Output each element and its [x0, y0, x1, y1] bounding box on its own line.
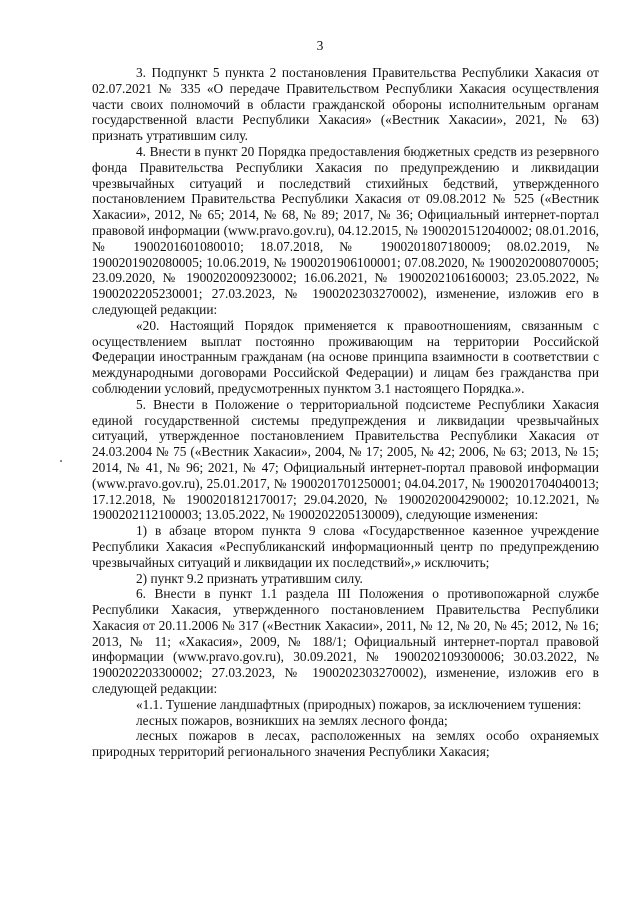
paragraph-item-4: 4. Внести в пункт 20 Порядка предоставления бюджетных средств из резервного фонда Правительства Республики Хакасия по предупреждению и ликвидации чрезвычайных ситуаций и последствий стихийных бедствий, утвержденного постановлением Правительства Республики Хакасия от 09.08.2012 № 525 («Вестник Хакасии», 2012, № 65; 2014, № 68, № 89; 2017, № 36; Официальный интернет-портал правовой информации (www.pravo.gov.ru), 04.12.2015, № 1900201512040002; 08.01.2016, № 1900201601080010; 18.07.2018, № 1900201807180009; 08.02.2019, № 1900201902080005; 10.06.2019, № 1900201906100001; 07.08.2020, № 1900202008070005; 23.09.2020, № 1900202009230002; 16.06.2021, № 1900202106160003; 23.05.2022, № 1900202205230001; 27.03.2023, № 1900202303270002), изменение, изложив его в следующей редакции:: [92, 143, 599, 317]
paragraph-protected-area-fires: лесных пожаров в лесах, расположенных на землях особо охраняемых природных территорий регионального значения Республики Хакасия;: [92, 728, 599, 760]
document-body: [92, 65, 599, 760]
paragraph-quoted-20: «20. Настоящий Порядок применяется к правоотношениям, связанным с осуществлением выплат постоянно проживающим на территории Российской Федерации иностранным гражданам (на основе принципа взаимности в соответствии с международными договорами Российской Федерации) и лицам без гражданства при соблюдении условий, предусмотренных пунктом 3.1 настоящего Порядка.».: [92, 317, 599, 396]
paragraph-item-6: 6. Внести в пункт 1.1 раздела III Положения о противопожарной службе Республики Хакасия, утвержденного постановлением Правительства Республики Хакасия от 20.11.2006 № 317 («Вестник Хакасии», 2011, № 12, № 20, № 45; 2012, № 16; 2013, № 11; «Хакасия», 2009, № 188/1; Официальный интернет-портал правовой информации (www.pravo.gov.ru), 30.09.2021, № 1900202109300006; 30.03.2022, № 1900202203300002; 27.03.2023, № 1900202303270002), изменение, изложив его в следующей редакции:: [92, 586, 599, 697]
paragraph-forest-fund-fires: лесных пожаров, возникших на землях лесного фонда;: [136, 712, 448, 728]
paragraph-item-3: 3. Подпункт 5 пункта 2 постановления Правительства Республики Хакасия от 02.07.2021 № 335 «О передаче Правительством Республики Хакасия осуществления части своих полномочий в области гражданской обороны исполнительным органам государственной власти Республики Хакасия» («Вестник Хакасии», 2021, № 63) признать утратившим силу.: [92, 65, 599, 144]
paragraph-item-5: 5. Внести в Положение о территориальной подсистеме Республики Хакасия единой государственной системы предупреждения и ликвидации чрезвычайных ситуаций, утвержденное постановлением Правительства Республики Хакасия от 24.03.2004 № 75 («Вестник Хакасии», 2004, № 17; 2005, № 42; 2006, № 63; 2013, № 15; 2014, № 41, № 96; 2021, № 47; Официальный интернет-портал правовой информации (www.pravo.gov.ru), 25.01.2017, № 1900201701250001; 04.04.2017, № 1900201704040013; 17.12.2018, № 1900201812170017; 29.04.2020, № 1900202004290002; 10.12.2021, № 1900202112100003; 13.05.2022, № 1900202205130009), следующие изменения:: [92, 396, 599, 523]
page-number: 3: [316, 38, 324, 53]
paragraph-subitem-1: 1) в абзаце втором пункта 9 слова «Государственное казенное учреждение Республики Хакасия «Республиканский информационный центр по предупреждению чрезвычайных ситуаций и ликвидации их последствий»,» исключить;: [92, 523, 599, 570]
scan-margin-dot: [60, 460, 62, 462]
paragraph-quoted-1-1: «1.1. Тушение ландшафтных (природных) пожаров, за исключением тушения:: [136, 696, 582, 712]
paragraph-subitem-2: 2) пункт 9.2 признать утратившим силу.: [136, 570, 363, 586]
